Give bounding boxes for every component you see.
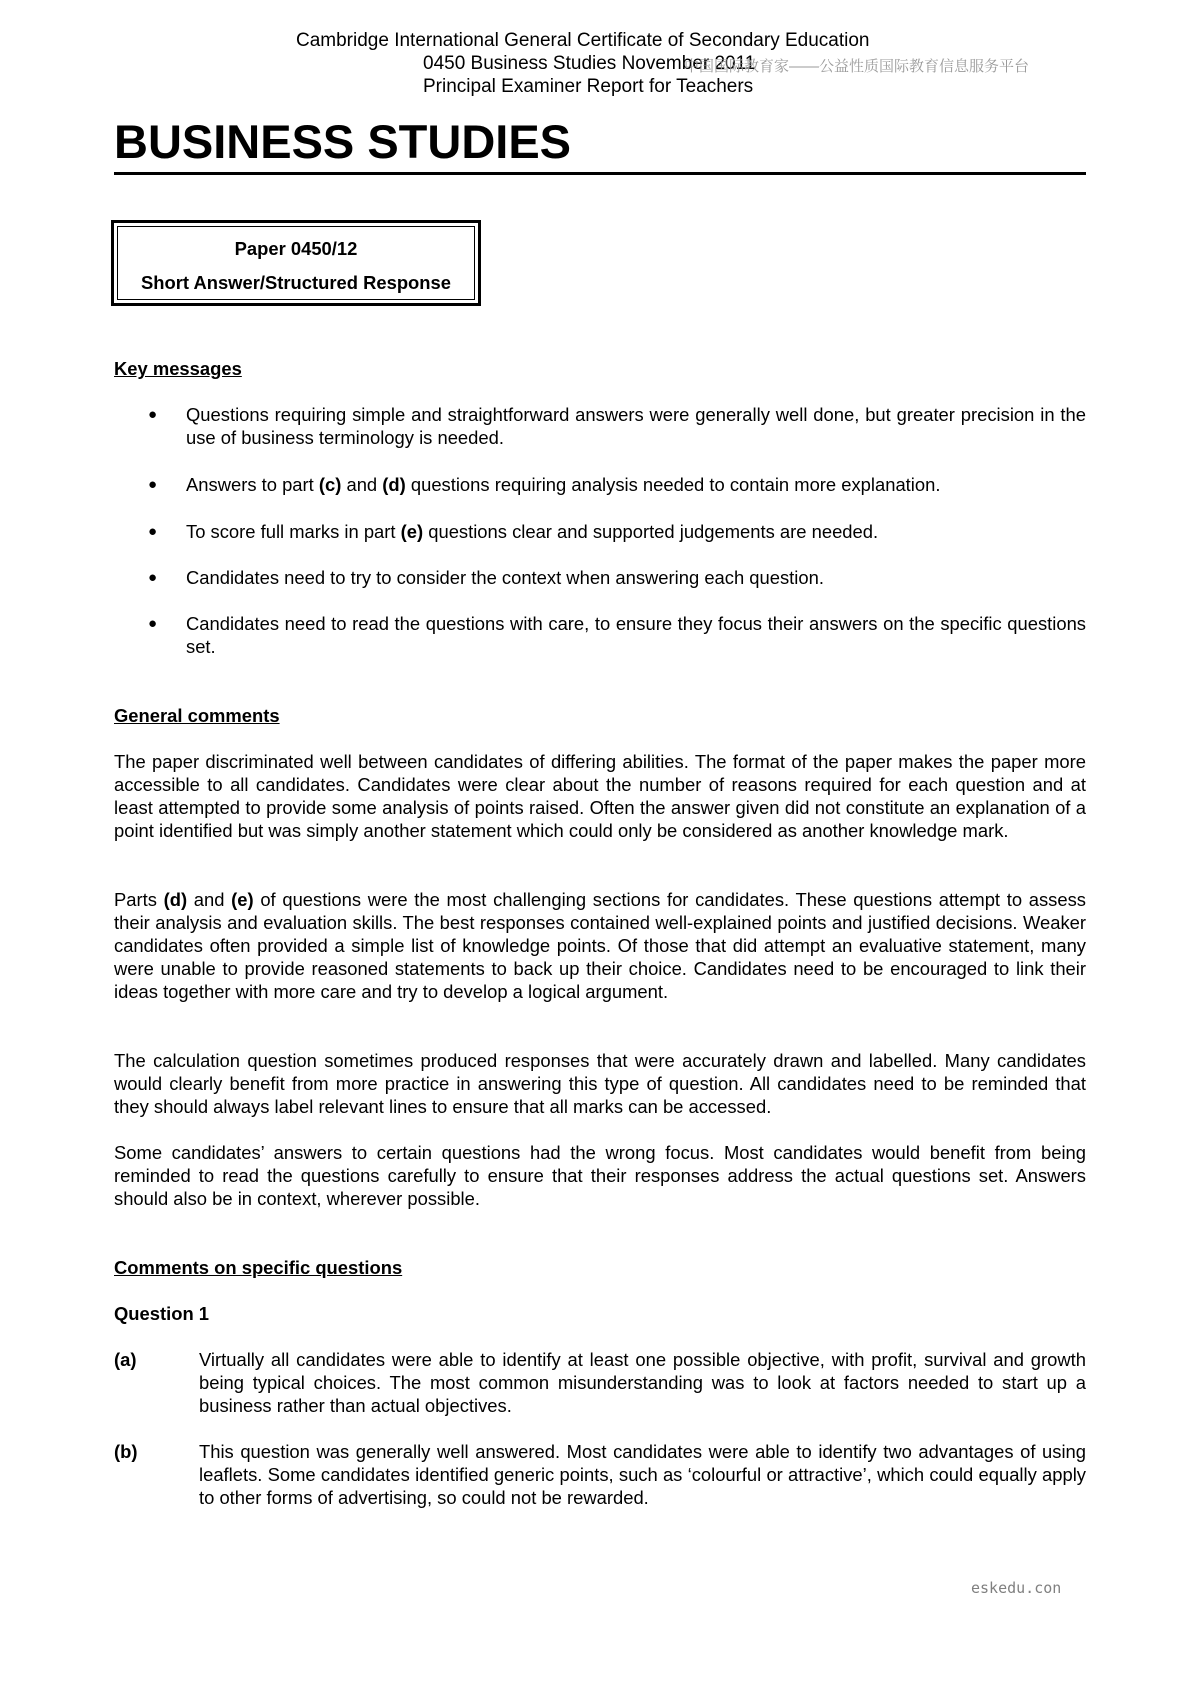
text-run: of questions were the most challenging sections for candidates. These questions attempt to assess their analysis and evaluation skills. The best responses contained well-explained points and justified decisions. Weaker candidates often provided a simple list of knowledge points. Of those that did attempt an evaluative statement, many were unable to provide reasoned statements to back up their choice. Candidates need to be encouraged to link their ideas together with more care and try to develop a logical argument. (114, 889, 1086, 1002)
question-part (114, 1348, 1086, 1417)
watermark-text: 中国国际教育家——公益性质国际教育信息服务平台 (684, 58, 1030, 75)
general-comments-paragraph-1: The paper discriminated well between candidates of differing abilities. The format of the paper makes the paper more accessible to all candidates. Candidates were clear about the number of reasons required for each question and at least attempted to provide some analysis of points raised. Often the answer given did not constitute an explanation of a point identified but was simply another statement which could only be considered as another knowledge mark. (114, 751, 1086, 841)
text-run: To score full marks in part (186, 521, 401, 542)
text-run: Answers to part (186, 474, 319, 495)
question-part-label: (a) (114, 1349, 137, 1370)
key-message-text: Candidates need to try to consider the context when answering each question. (186, 567, 824, 588)
paper-info-inner (117, 226, 475, 300)
key-message-text: Questions requiring simple and straightforward answers were generally well done, but greater precision in the use of business terminology is needed. (186, 404, 1086, 448)
header-line-3: Principal Examiner Report for Teachers (423, 76, 754, 97)
header-line-2: 0450 Business Studies November 2011 (423, 53, 756, 74)
general-comments-paragraph-3: The calculation question sometimes produced responses that were accurately drawn and labelled. Many candidates would clearly benefit from more practice in answering this type of question. All candidates need to be reminded that they should always label relevant lines to ensure that all marks can be accessed. (114, 1050, 1086, 1117)
key-messages-heading: Key messages (114, 358, 242, 379)
question-part-text: Virtually all candidates were able to identify at least one possible objective, with profit, survival and growth being typical choices. The most common misunderstanding was to look at factors needed to start up a business rather than actual objectives. (199, 1349, 1086, 1416)
question-part-text: This question was generally well answered. Most candidates were able to identify two advantages of using leaflets. Some candidates identified generic points, such as ‘colourful or attractive’, which could equally apply to other forms of advertising, so could not be rewarded. (199, 1441, 1086, 1508)
general-comments-heading: General comments (114, 705, 280, 726)
footer-site-text: eskedu.con (971, 1579, 1062, 1597)
bullet-icon: ● (148, 569, 158, 586)
general-comments-paragraph-2 (114, 888, 1086, 1003)
specific-questions-heading: Comments on specific questions (114, 1257, 403, 1278)
part-ref: (d) (382, 474, 406, 495)
text-run: questions clear and supported judgements are needed. (423, 521, 879, 542)
header-line-1: Cambridge International General Certificate of Secondary Education (296, 30, 870, 51)
text-run: Parts (114, 889, 164, 910)
part-ref: (e) (400, 521, 424, 542)
paper-name: Short Answer/Structured Response (141, 272, 451, 293)
key-message-item (148, 566, 1086, 589)
paper-info-box (111, 220, 481, 306)
question-part-label: (b) (114, 1441, 138, 1462)
general-comments-paragraph-4: Some candidates’ answers to certain questions had the wrong focus. Most candidates would benefit from being reminded to read the questions carefully to ensure that their responses address the actual questions set. Answers should also be in context, wherever possible. (114, 1142, 1086, 1209)
key-message-item (148, 403, 1086, 449)
part-ref: (c) (318, 474, 342, 495)
question-part (114, 1440, 1086, 1509)
question-1-heading: Question 1 (114, 1303, 210, 1324)
key-message-item (148, 612, 1086, 658)
text-run: and (341, 474, 383, 495)
key-message-item (148, 473, 1086, 496)
key-message-text (186, 473, 1086, 496)
key-message-text (186, 520, 1086, 543)
bullet-icon: ● (148, 523, 158, 540)
page-title: BUSINESS STUDIES (114, 114, 1086, 175)
paper-code: Paper 0450/12 (234, 238, 358, 259)
bullet-icon: ● (148, 406, 158, 423)
key-message-text: Candidates need to read the questions with care, to ensure they focus their answers on the specific questions set. (186, 613, 1086, 657)
text-run: and (187, 889, 232, 910)
text-run: questions requiring analysis needed to contain more explanation. (405, 474, 941, 495)
part-ref: (d) (163, 889, 188, 910)
bullet-icon: ● (148, 615, 158, 632)
bullet-icon: ● (148, 476, 158, 493)
part-ref: (e) (231, 889, 254, 910)
key-message-item (148, 520, 1086, 543)
